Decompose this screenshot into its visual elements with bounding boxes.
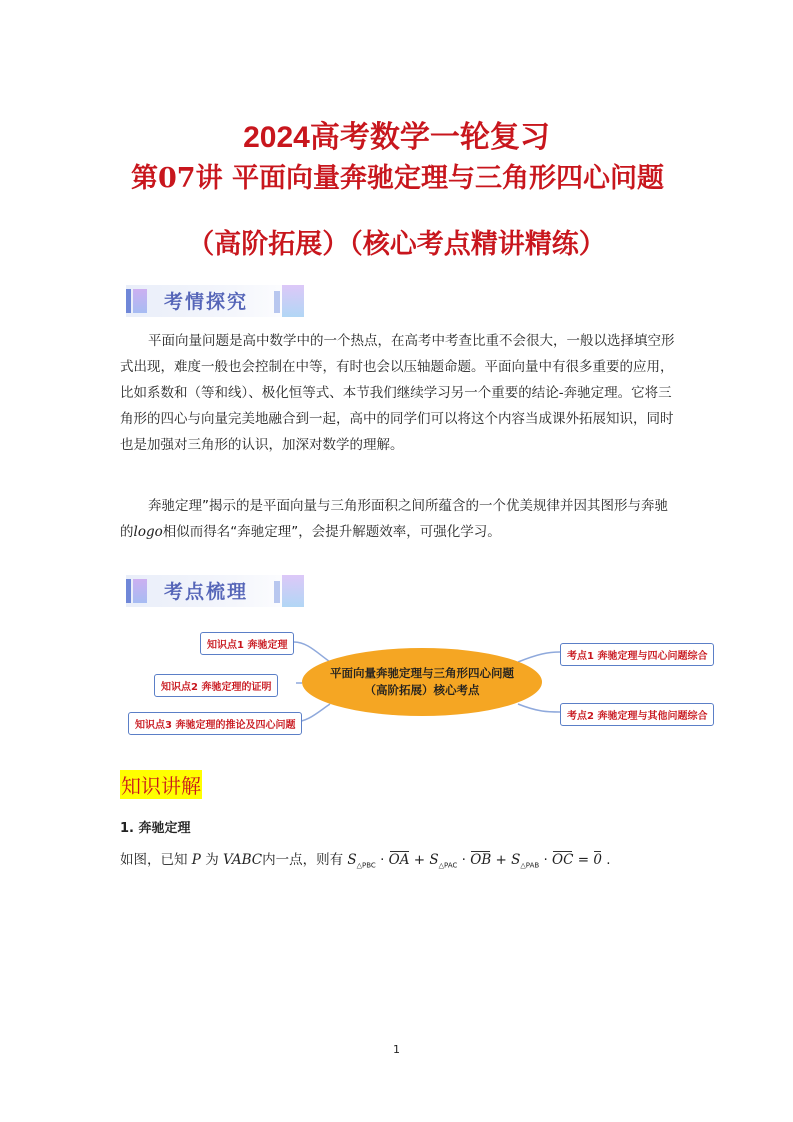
point-p: P — [191, 852, 201, 868]
knowledge-heading: 知识讲解 — [120, 770, 202, 799]
mind-map — [118, 624, 718, 746]
theorem-heading: 1. 奔驰定理 — [120, 821, 191, 836]
section-title-outline: 考点梳理 — [164, 581, 249, 603]
mindmap-center-line1: 平面向量奔驰定理与三角形四心问题 — [330, 666, 514, 680]
formula-mid2: 内一点，则有 — [262, 852, 344, 868]
theorem-statement — [120, 848, 611, 870]
page-number: 1 — [393, 1043, 400, 1056]
mindmap-knowledge-2: 知识点2 奔驰定理的证明 — [154, 674, 278, 697]
formula-prefix: 如图，已知 — [120, 852, 188, 868]
mindmap-exam-2: 考点2 奔驰定理与其他问题综合 — [560, 703, 714, 726]
mindmap-center-line2: （高阶拓展）核心考点 — [364, 683, 480, 697]
lecture-subtitle: （高阶拓展）（核心考点精讲精练） — [187, 229, 606, 260]
formula-mid1: 为 — [205, 852, 219, 868]
section-banner-situation — [126, 285, 304, 317]
logo-word: logo — [133, 524, 163, 540]
section-banner-outline — [126, 575, 304, 607]
paragraph-benchi — [120, 493, 680, 545]
mindmap-knowledge-1: 知识点1 奔驰定理 — [200, 632, 294, 655]
lecture-title: 第07讲 平面向量奔驰定理与三角形四心问题 — [131, 163, 664, 194]
mindmap-center — [302, 648, 542, 716]
paragraph-benchi-tail: 相似而得名“奔驰定理”，会提升解题效率，可强化学习。 — [162, 524, 501, 540]
triangle-abc: VABC — [222, 852, 263, 868]
mindmap-exam-1: 考点1 奔驰定理与四心问题综合 — [560, 643, 714, 666]
paragraph-intro: 平面向量问题是高中数学中的一个热点，在高考中考查比重不会很大，一般以选择填空形式出现，难度一般也会控制在中等，有时也会以压轴题命题。平面向量中有很多重要的应用，比如系数和（等和线）、极化恒等式、本节我们继续学习另一个重要的结论-奔驰定理。它将三角形的四心与向量完美地融合到一起，高中的同学们可以将这个内容当成课外拓展知识，同时也是加强对三角形的认识，加深对数学的理解。 — [120, 333, 675, 453]
mindmap-knowledge-3: 知识点3 奔驰定理的推论及四心问题 — [128, 712, 302, 735]
paragraph-benchi-text: 奔驰定理”揭示的是平面向量与三角形面积之间所蕴含的一个优美规律并因其图形与奔驰的 — [120, 498, 668, 540]
section-title-situation: 考情探究 — [164, 291, 249, 313]
benz-formula: $S_{\triangle PBC}$ · OA + $S_{\triangle PAC}$ · OB + $S_{\triangle PAB}$ · OC = 0 . — [347, 852, 611, 870]
main-title: 2024高考数学一轮复习 — [243, 121, 550, 154]
